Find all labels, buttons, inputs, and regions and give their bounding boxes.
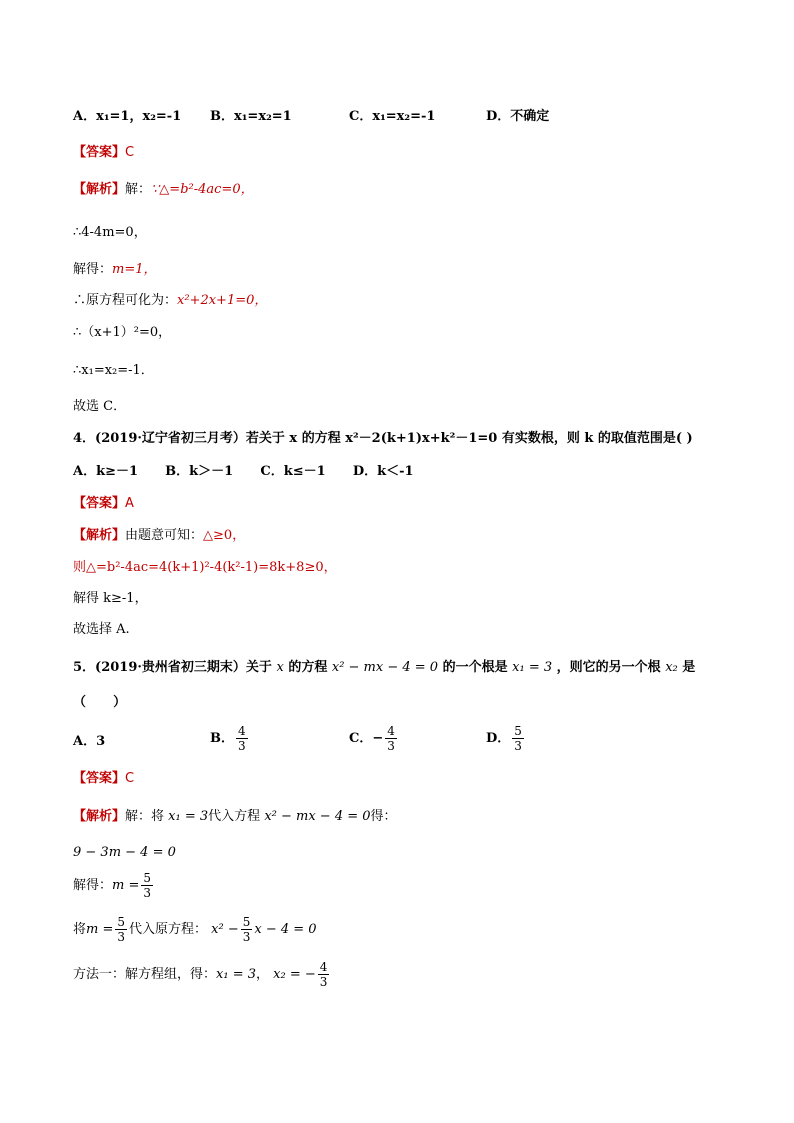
- answer-tag: 【答案】: [73, 496, 126, 511]
- q3-sol-1: ∵△=b²-4ac=0，: [151, 182, 254, 197]
- fraction-denominator: 3: [117, 930, 126, 944]
- q5-sol-4-d: x² −: [211, 922, 239, 937]
- q5-sol-1-equation: x² − mx − 4 = 0: [264, 809, 371, 824]
- analysis-tag: 【解析】: [73, 528, 126, 543]
- fraction-denominator: 3: [143, 886, 152, 900]
- q5-stem: [73, 659, 695, 677]
- answer-tag: 【答案】: [73, 771, 126, 786]
- q3-sol-7: 故选 C．: [73, 399, 127, 414]
- q4-sol-3: 解得 k≥-1，: [73, 591, 148, 606]
- q5-sol-4-fraction: [115, 915, 127, 944]
- fraction-numerator: 4: [238, 724, 246, 738]
- q5-analysis-line-3: [73, 871, 155, 900]
- q5-stem-var: x: [276, 660, 284, 675]
- q5-sol-5-root-2: x₂ = −: [273, 967, 316, 982]
- q5-stem-f: 是: [682, 660, 696, 675]
- q5-option-c-label: C．−: [349, 731, 384, 746]
- fraction-denominator: 3: [319, 975, 328, 989]
- q3-analysis-line-7: [73, 398, 126, 416]
- analysis-tag: 【解析】: [73, 809, 126, 824]
- q5-stem-x2: x₂: [665, 660, 678, 675]
- q4-analysis-line-3: [73, 590, 148, 608]
- q5-sol-3-var: m =: [112, 878, 140, 893]
- q4-sol-1: △≥0，: [203, 528, 246, 543]
- q3-option-d: D．不确定: [486, 109, 550, 124]
- fraction-numerator: 5: [242, 915, 251, 929]
- answer-tag: 【答案】: [73, 145, 126, 160]
- fraction-numerator: 5: [143, 871, 152, 885]
- q5-sol-1-root: x₁ = 3: [168, 809, 209, 824]
- q3-sol-3: m=1，: [112, 262, 157, 277]
- q5-sol-4-var: m =: [86, 922, 114, 937]
- q3-sol-prefix: 解：: [125, 182, 152, 197]
- q5-answer-value: C: [125, 771, 135, 786]
- q5-sol-5-c: ，: [256, 967, 270, 982]
- q3-analysis-line-1: [73, 181, 254, 199]
- q3-sol-4: x²+2x+1=0，: [177, 293, 268, 308]
- q5-analysis-line-4: [73, 915, 317, 944]
- q5-option-b-label: B．: [210, 731, 234, 746]
- q5-sol-4-c: 代入原方程：: [129, 922, 208, 937]
- q3-sol-4-prefix: ∴原方程可化为：: [73, 293, 178, 308]
- q5-option-b: [210, 724, 250, 753]
- q5-sol-3-fraction: [141, 871, 153, 900]
- q5-stem-root: x₁ = 3: [512, 660, 553, 675]
- q5-sol-4-a: 将: [73, 922, 87, 937]
- q5-option-d: [486, 724, 526, 753]
- fraction-numerator: 4: [319, 960, 328, 974]
- q3-answer-value: C: [125, 145, 135, 160]
- q3-sol-5: ∴（x+1）²=0，: [73, 325, 172, 340]
- fraction-denominator: 3: [242, 930, 251, 944]
- q5-analysis-line-2: 9 − 3m − 4 = 0: [73, 845, 176, 860]
- q4-sol-4: 故选择 A.: [73, 622, 130, 637]
- q3-sol-2: ∴4-4m=0，: [73, 225, 147, 240]
- fraction-numerator: 5: [514, 724, 522, 738]
- q4-sol-2: 则△=b²-4ac=4(k+1)²-4(k²-1)=8k+8≥0，: [73, 560, 337, 575]
- q3-option-a: A．x₁=1，x₂=-1: [73, 109, 182, 124]
- q5-sol-4-fraction-2: [241, 915, 253, 944]
- fraction-denominator: 3: [387, 739, 395, 753]
- q3-analysis-line-4: [73, 292, 267, 310]
- q3-option-c: C．x₁=x₂=-1: [349, 109, 436, 124]
- fraction-numerator: 4: [387, 724, 395, 738]
- q4-analysis-line-1: [73, 527, 245, 545]
- q5-sol-5-root-1: x₁ = 3: [216, 967, 256, 982]
- q5-sol-5-a: 方法一：解方程组，得：: [73, 967, 217, 982]
- q4-options: A．k≥－1 B．k＞－1 C．k≤－1 D．k＜-1: [73, 464, 414, 479]
- q5-option-b-fraction: [236, 724, 248, 753]
- analysis-tag: 【解析】: [73, 182, 126, 197]
- q4-stem: 4．(2019·辽宁省初三月考）若关于 x 的方程 x²－2(k+1)x+k²－1=0 有实数根，则 k 的取值范围是( ): [73, 431, 693, 446]
- q5-stem-c: 的方程: [288, 660, 328, 675]
- fraction-denominator: 3: [514, 739, 522, 753]
- q4-analysis-line-4: [73, 621, 130, 639]
- q5-option-d-label: D．: [486, 731, 511, 746]
- q4-sol-1-prefix: 由题意可知：: [125, 528, 204, 543]
- q4-analysis-line-2: [73, 559, 337, 577]
- q5-option-c: [349, 724, 399, 753]
- q3-sol-3-prefix: 解得：: [73, 262, 113, 277]
- q5-option-d-fraction: [512, 724, 524, 753]
- q3-analysis-line-6: [73, 362, 154, 380]
- q5-sol-1-a: 解：将: [125, 809, 165, 824]
- q3-sol-6: ∴x₁=x₂=-1．: [73, 363, 154, 378]
- q5-stem-equation: x² − mx − 4 = 0: [331, 660, 439, 675]
- q5-analysis-line-5: [73, 960, 331, 989]
- q3-analysis-line-5: [73, 324, 171, 342]
- q3-answer: [73, 144, 134, 162]
- q5-sol-3-a: 解得：: [73, 878, 113, 893]
- q5-answer: [73, 770, 134, 788]
- q5-stem-e: ，则它的另一个根: [556, 660, 661, 675]
- q5-sol-5-fraction: [318, 960, 330, 989]
- q4-answer-value: A: [125, 496, 134, 511]
- q3-option-b: B．x₁=x₂=1: [210, 109, 292, 124]
- fraction-numerator: 5: [117, 915, 126, 929]
- q5-stem-d: 的一个根是: [442, 660, 508, 675]
- q5-analysis-line-1: [73, 808, 397, 826]
- q5-stem-a: 5．(2019·贵州省初三期末）关于: [73, 660, 272, 675]
- q4-answer: [73, 495, 134, 513]
- q5-option-c-fraction: [385, 724, 397, 753]
- q5-sol-1-e: 得：: [370, 809, 397, 824]
- q5-sol-4-e: x − 4 = 0: [254, 922, 317, 937]
- fraction-denominator: 3: [238, 739, 246, 753]
- q3-analysis-line-2: [73, 224, 147, 242]
- q5-answer-paren: （ ）: [73, 695, 127, 710]
- q3-analysis-line-3: [73, 261, 157, 279]
- q5-option-a: A．3: [73, 734, 106, 749]
- q5-sol-1-c: 代入方程: [208, 809, 261, 824]
